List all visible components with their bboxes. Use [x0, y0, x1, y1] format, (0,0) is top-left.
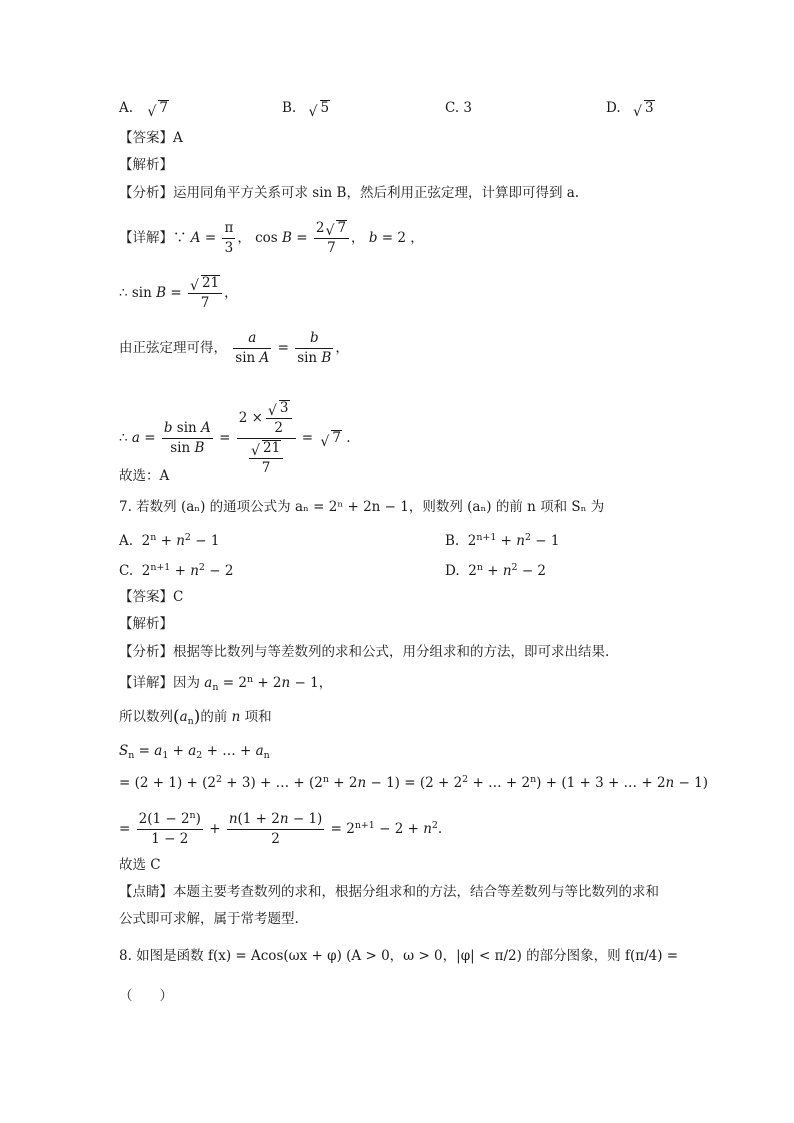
- q6-answer: 【答案】A: [119, 130, 183, 146]
- q7-detail-given: 【详解】因为 $a_n = 2^n + 2n - 1$，: [119, 673, 333, 693]
- q6-sinB: ∴ sin B = √ 21 7 ，: [119, 275, 238, 311]
- option-label: D.: [606, 100, 621, 116]
- q6-compute-a: ∴ a = $\frac{\text{b sin A}}{\text{sin B}}$ = 2 × √ 3 2 √ 21 7 = √ 7 .: [119, 400, 351, 476]
- q7-sum-def: $S_n = a_1 + a_2$ + … + $a_n$: [119, 743, 270, 761]
- option-label: C.: [119, 563, 134, 579]
- q6-option-c: C. 3: [445, 100, 473, 116]
- q6-option-a: A. √ 7: [119, 100, 168, 120]
- detail-label: 【详解】: [119, 230, 173, 246]
- q6-analysis-title: 【解析】: [119, 157, 173, 173]
- q7-stem: 7. 若数列 (aₙ) 的通项公式为 aₙ = 2ⁿ + 2n − 1，则数列 (aₙ) 的前 n 项和 Sₙ 为: [119, 499, 605, 515]
- q6-option-b: B. √ 5: [282, 100, 330, 120]
- q6-sine-law: 由正弦定理可得， $\frac{a}{\text{sin A}}$ = $\frac{b}{\text{sin B}}$ ，: [119, 330, 349, 366]
- q7-dianjing-2: 公式即可求解，属于常考题型.: [119, 911, 299, 927]
- option-label: B.: [282, 100, 297, 116]
- q7-grouping: = $(2 + 1) + (2^2 + 3)$ + … + $(2^n + 2n - 1) = (2 + 2^2$ + … + $2^n) + (1 + 3$ + … + 2n − 1): [119, 773, 708, 791]
- q6-fenxi: 【分析】运用同角平方关系可求 sin B，然后利用正弦定理，计算即可得到 a.: [119, 185, 580, 201]
- q7-option-c: C. $2^{n+1} + n^2 - 2$: [119, 561, 234, 579]
- q7-dianjing-1: 【点睛】本题主要考查数列的求和，根据分组求和的方法，结合等差数列与等比数列的求和: [119, 884, 659, 900]
- detail-label: 【详解】: [119, 675, 173, 691]
- option-label: A.: [119, 533, 134, 549]
- option-label: A.: [119, 100, 134, 116]
- option-label: B.: [445, 533, 460, 549]
- q7-sum-intro: 所以数列$(a_n)$的前 n 项和: [119, 705, 272, 727]
- q8-stem: 8. 如图是函数 f(x) = Acos(ωx + φ) (A > 0，ω > 0，|φ| < π/2) 的部分图象，则 f(π/4) =: [119, 948, 679, 964]
- q7-result: = $\frac{2(1 - 2^n)}{1 - 2}$ + $\frac{n(1 + 2n - 1)}{2}$ = $2^{n+1} - 2 + n^2$.: [119, 809, 443, 847]
- q7-fenxi: 【分析】根据等比数列与等差数列的求和公式，用分组求和的方法，即可求出结果.: [119, 644, 610, 660]
- q7-analysis-title: 【解析】: [119, 616, 173, 632]
- q7-answer: 【答案】C: [119, 589, 184, 605]
- q6-option-d: D. √ 3: [606, 100, 654, 120]
- q7-option-b: B. $2^{n+1} + n^2 - 1$: [445, 531, 560, 549]
- q7-option-a: A. $2^n + n^2 - 1$: [119, 531, 220, 549]
- option-label: D.: [445, 563, 460, 579]
- q8-blank: （ ）: [119, 988, 173, 1004]
- q6-conclusion: 故选：A: [119, 468, 170, 484]
- q7-option-d: D. $2^n + n^2 - 2$: [445, 561, 547, 579]
- q7-conclusion: 故选 C: [119, 857, 161, 873]
- q6-detail-givens: 【详解】∵ A = $\frac{\pi}{3}$ ， cos B = 2 √ 7 7 ， b = 2 ，: [119, 220, 424, 256]
